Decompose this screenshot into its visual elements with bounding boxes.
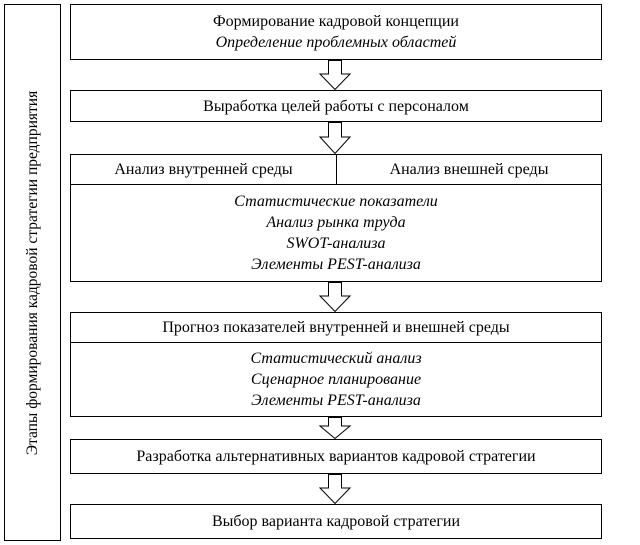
- step3-method: SWOT-анализа: [286, 235, 386, 252]
- step3-method: Статистические показатели: [234, 193, 438, 210]
- step4-methods-box: [70, 342, 602, 417]
- down-arrow-3: [314, 282, 356, 312]
- step1-title: Формирование кадровой концепции: [213, 13, 459, 30]
- step5-box: [70, 439, 602, 474]
- step2-box: [70, 90, 602, 122]
- down-arrow-1: [314, 60, 356, 90]
- step5-title: Разработка альтернативных вариантов кадровой стратегии: [136, 448, 536, 465]
- step3-method: Элементы PEST-анализа: [251, 256, 421, 273]
- step4-method: Сценарное планирование: [250, 371, 422, 388]
- step1-box: [70, 4, 602, 60]
- stages-side-label-box: [4, 4, 61, 541]
- down-arrow-5: [314, 474, 356, 504]
- down-arrow-4: [314, 417, 356, 439]
- step4-title: Прогноз показателей внутренней и внешней среды: [162, 319, 510, 336]
- step3-methods-box: [70, 184, 602, 282]
- step6-title: Выбор варианта кадровой стратегии: [211, 513, 461, 530]
- step2-title: Выработка целей работы с персоналом: [203, 97, 469, 115]
- internal-analysis-label: Анализ внутренней среды: [114, 161, 293, 178]
- step4-method: Статистический анализ: [250, 350, 422, 367]
- stages-side-label: Этапы формирования кадровой стратегии предприятия: [23, 90, 41, 455]
- external-analysis-label: Анализ внешней среды: [389, 161, 549, 178]
- step1-subtitle: Определение проблемных областей: [215, 34, 457, 51]
- down-arrow-2: [314, 122, 356, 154]
- external-analysis-box: [336, 154, 602, 185]
- step3-method: Анализ рынка труда: [266, 214, 406, 231]
- step4-box: [70, 312, 602, 343]
- internal-analysis-box: [70, 154, 337, 185]
- step6-box: [70, 504, 602, 539]
- step4-method: Элементы PEST-анализа: [251, 392, 421, 409]
